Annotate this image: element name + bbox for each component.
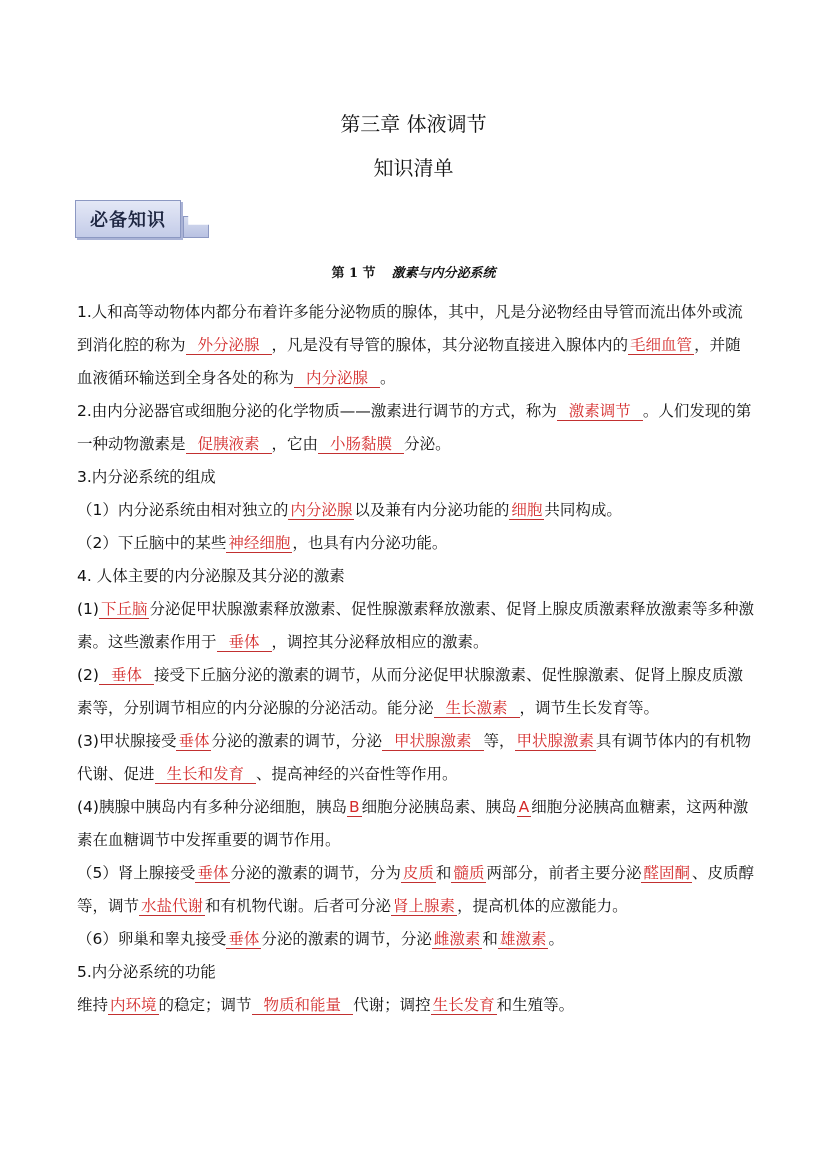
answer: 垂体 xyxy=(99,666,154,685)
answer: 促胰液素 xyxy=(186,435,272,454)
paragraph-4-1: (1) 下丘脑 分泌促甲状腺激素释放激素、促性腺激素释放激素、促肾上腺皮质激素释放激素等多种激素。这些激素作用于 垂体 ，调控其分泌释放相应的激素。 xyxy=(77,600,754,651)
answer: 生长和发育 xyxy=(155,765,257,784)
answer: B xyxy=(348,798,360,816)
paragraph-4-4: (4)胰腺中胰岛内有多种分泌细胞，胰岛 B 细胞分泌胰岛素、胰岛 A 细胞分泌胰高血糖素，这两种激素在血糖调节中发挥重要的调节作用。 xyxy=(77,798,749,849)
answer: 内环境 xyxy=(110,996,157,1014)
paragraph-5-1: 维持 内环境 的稳定；调节 物质和能量 代谢；调控 生长发育 和生殖等。 xyxy=(77,996,575,1014)
answer: 生长发育 xyxy=(432,996,495,1014)
paragraph-3-2: （2）下丘脑中的某些 神经细胞 ，也具有内分泌功能。 xyxy=(77,534,448,552)
answer: 小肠黏膜 xyxy=(318,435,404,454)
answer: 激素调节 xyxy=(557,402,643,421)
answer: 外分泌腺 xyxy=(186,336,272,355)
badge-tab-decoration xyxy=(183,216,209,238)
paragraph-3-1: （1）内分泌系统由相对独立的 内分泌腺 以及兼有内分泌功能的 细胞 共同构成。 xyxy=(77,501,622,519)
answer: 水盐代谢 xyxy=(141,897,204,915)
answer: 雄激素 xyxy=(499,930,547,948)
section-number: 第 1 节 xyxy=(331,266,376,281)
chapter-title: 第三章 体液调节 xyxy=(340,112,487,136)
answer: 神经细胞 xyxy=(228,534,291,552)
answer: A xyxy=(518,798,530,816)
section-heading xyxy=(0,262,827,281)
paragraph-4-heading: 4. 人体主要的内分泌腺及其分泌的激素 xyxy=(77,567,345,585)
answer: 垂体 xyxy=(197,864,229,882)
section-badge xyxy=(75,200,209,238)
paragraph-4-2: (2) 垂体 接受下丘脑分泌的激素的调节，从而分泌促甲状腺激素、促性腺激素、促肾上腺皮质激素等，分别调节相应的内分泌腺的分泌活动。能分泌 生长激素 ，调节生长发育等。 xyxy=(77,666,743,717)
answer: 垂体 xyxy=(217,633,272,652)
answer: 甲状腺激素 xyxy=(516,732,595,750)
answer: 雌激素 xyxy=(433,930,481,948)
paragraph-4-5: （5）肾上腺接受 垂体 分泌的激素的调节，分为 皮质 和 髓质 两部分，前者主要分泌 醛固酮 、皮质醇等，调节 水盐代谢 和有机物代谢。后者可分泌 肾上腺素 ，提高机体的应激能力。 xyxy=(77,864,754,915)
answer: 肾上腺素 xyxy=(393,897,456,915)
paragraph-1: 1.人和高等动物体内都分布着许多能分泌物质的腺体，其中，凡是分泌物经由导管而流出体外或流到消化腔的称为 外分泌腺 ，凡是没有导管的腺体，其分泌物直接进入腺体内的 毛细血管 ，并随血液循环输送到全身各处的称为 内分泌腺 。 xyxy=(77,303,743,387)
answer: 内分泌腺 xyxy=(294,369,380,388)
answer: 髓质 xyxy=(453,864,485,882)
section-title: 激素与内分泌系统 xyxy=(391,266,496,281)
paragraph-4-6: （6）卵巢和睾丸接受 垂体 分泌的激素的调节，分泌 雌激素 和 雄激素 。 xyxy=(77,930,564,948)
answer: 物质和能量 xyxy=(252,996,354,1015)
answer: 垂体 xyxy=(178,732,210,750)
answer: 皮质 xyxy=(402,864,434,882)
page-subtitle: 知识清单 xyxy=(373,156,454,180)
answer: 下丘脑 xyxy=(100,600,148,618)
paragraph-5-heading: 5.内分泌系统的功能 xyxy=(77,963,216,981)
answer: 垂体 xyxy=(228,930,260,948)
paragraph-4-3: (3)甲状腺接受 垂体 分泌的激素的调节，分泌 甲状腺激素 等， 甲状腺激素 具有调节体内的有机物代谢、促进 生长和发育 、提高神经的兴奋性等作用。 xyxy=(77,732,752,783)
document-body xyxy=(77,296,755,1022)
answer: 毛细血管 xyxy=(630,336,693,354)
answer: 生长激素 xyxy=(434,699,520,718)
paragraph-2: 2.由内分泌器官或细胞分泌的化学物质——激素进行调节的方式，称为 激素调节 。人们发现的第一种动物激素是 促胰液素 ，它由 小肠黏膜 分泌。 xyxy=(77,402,752,453)
answer: 甲状腺激素 xyxy=(382,732,484,751)
answer: 细胞 xyxy=(511,501,543,519)
answer: 内分泌腺 xyxy=(290,501,353,519)
paragraph-3-heading: 3.内分泌系统的组成 xyxy=(77,468,216,486)
badge-label: 必备知识 xyxy=(90,210,166,231)
answer: 醛固酮 xyxy=(643,864,690,882)
